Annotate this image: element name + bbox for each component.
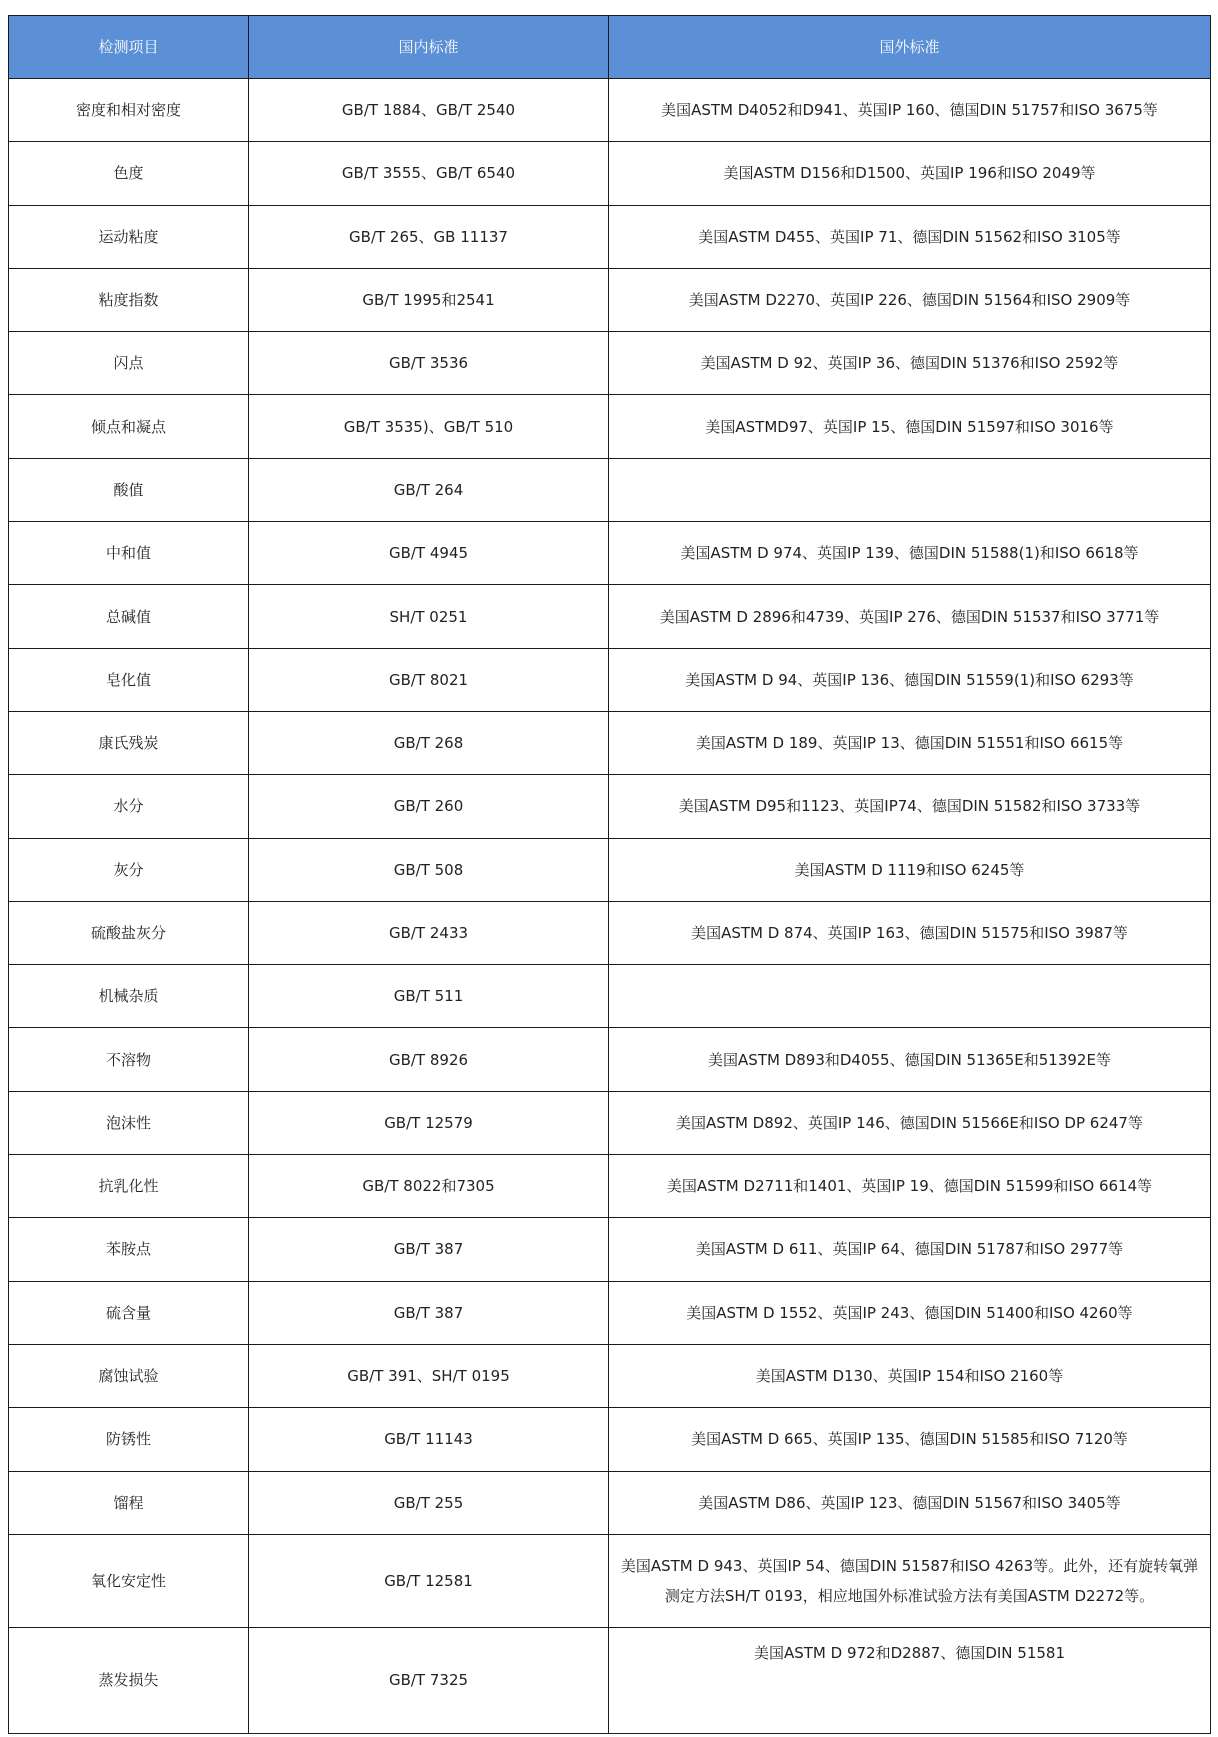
cell-domestic: GB/T 260: [249, 775, 609, 838]
cell-foreign: 美国ASTM D 1552、英国IP 243、德国DIN 51400和ISO 4260等: [609, 1281, 1211, 1344]
table-row: [9, 1344, 1211, 1407]
header-foreign: 国外标准: [609, 16, 1211, 79]
table-row: [9, 775, 1211, 838]
table-row: [9, 205, 1211, 268]
cell-item: 康氏残炭: [9, 711, 249, 774]
cell-item: 倾点和凝点: [9, 395, 249, 458]
cell-domestic: GB/T 387: [249, 1281, 609, 1344]
table-row: [9, 838, 1211, 901]
cell-foreign: 美国ASTM D893和D4055、德国DIN 51365E和51392E等: [609, 1028, 1211, 1091]
table-row: [9, 648, 1211, 711]
table-body: [9, 79, 1211, 1734]
cell-item: 氧化安定性: [9, 1534, 249, 1627]
cell-domestic: GB/T 3536: [249, 332, 609, 395]
table-row: [9, 1534, 1211, 1627]
cell-foreign: 美国ASTM D2711和1401、英国IP 19、德国DIN 51599和ISO 6614等: [609, 1155, 1211, 1218]
cell-foreign: 美国ASTM D892、英国IP 146、德国DIN 51566E和ISO DP 6247等: [609, 1091, 1211, 1154]
cell-domestic: GB/T 12579: [249, 1091, 609, 1154]
cell-domestic: GB/T 3555、GB/T 6540: [249, 142, 609, 205]
cell-domestic: GB/T 264: [249, 458, 609, 521]
cell-foreign: 美国ASTM D 943、英国IP 54、德国DIN 51587和ISO 4263等。此外，还有旋转氧弹测定方法SH/T 0193，相应地国外标准试验方法有美国ASTM D2272等。: [609, 1534, 1211, 1627]
cell-domestic: GB/T 508: [249, 838, 609, 901]
cell-item: 腐蚀试验: [9, 1344, 249, 1407]
cell-domestic: GB/T 391、SH/T 0195: [249, 1344, 609, 1407]
table-row: [9, 268, 1211, 331]
cell-item: 机械杂质: [9, 965, 249, 1028]
cell-item: 蒸发损失: [9, 1627, 249, 1733]
cell-domestic: GB/T 8926: [249, 1028, 609, 1091]
cell-domestic: GB/T 7325: [249, 1627, 609, 1733]
cell-foreign: 美国ASTM D455、英国IP 71、德国DIN 51562和ISO 3105等: [609, 205, 1211, 268]
table-row: [9, 1218, 1211, 1281]
cell-foreign: 美国ASTM D 611、英国IP 64、德国DIN 51787和ISO 2977等: [609, 1218, 1211, 1281]
cell-foreign: 美国ASTM D 94、英国IP 136、德国DIN 51559(1)和ISO 6293等: [609, 648, 1211, 711]
cell-item: 抗乳化性: [9, 1155, 249, 1218]
cell-item: 运动粘度: [9, 205, 249, 268]
cell-domestic: GB/T 387: [249, 1218, 609, 1281]
cell-foreign: 美国ASTM D 1119和ISO 6245等: [609, 838, 1211, 901]
cell-item: 密度和相对密度: [9, 79, 249, 142]
table-row: [9, 1281, 1211, 1344]
cell-domestic: GB/T 4945: [249, 522, 609, 585]
cell-domestic: GB/T 511: [249, 965, 609, 1028]
cell-domestic: GB/T 268: [249, 711, 609, 774]
table-row: [9, 332, 1211, 395]
cell-foreign: [609, 965, 1211, 1028]
cell-foreign: [609, 458, 1211, 521]
cell-item: 闪点: [9, 332, 249, 395]
cell-domestic: GB/T 2433: [249, 901, 609, 964]
table-row: [9, 522, 1211, 585]
header-row: [9, 16, 1211, 79]
table-row: [9, 142, 1211, 205]
cell-item: 酸值: [9, 458, 249, 521]
cell-item: 防锈性: [9, 1408, 249, 1471]
cell-item: 色度: [9, 142, 249, 205]
cell-domestic: GB/T 11143: [249, 1408, 609, 1471]
cell-domestic: GB/T 8021: [249, 648, 609, 711]
cell-domestic: GB/T 8022和7305: [249, 1155, 609, 1218]
cell-foreign: 美国ASTM D156和D1500、英国IP 196和ISO 2049等: [609, 142, 1211, 205]
cell-foreign: 美国ASTM D 974、英国IP 139、德国DIN 51588(1)和ISO 6618等: [609, 522, 1211, 585]
cell-item: 不溶物: [9, 1028, 249, 1091]
table-row: [9, 965, 1211, 1028]
table-row: [9, 79, 1211, 142]
table-row: [9, 1155, 1211, 1218]
cell-item: 泡沫性: [9, 1091, 249, 1154]
cell-foreign: 美国ASTMD97、英国IP 15、德国DIN 51597和ISO 3016等: [609, 395, 1211, 458]
cell-foreign: 美国ASTM D 2896和4739、英国IP 276、德国DIN 51537和ISO 3771等: [609, 585, 1211, 648]
table-row: [9, 901, 1211, 964]
cell-item: 硫酸盐灰分: [9, 901, 249, 964]
cell-domestic: GB/T 265、GB 11137: [249, 205, 609, 268]
table-row: [9, 1408, 1211, 1471]
table-row: [9, 711, 1211, 774]
cell-item: 中和值: [9, 522, 249, 585]
cell-domestic: GB/T 3535)、GB/T 510: [249, 395, 609, 458]
cell-item: 水分: [9, 775, 249, 838]
cell-item: 总碱值: [9, 585, 249, 648]
cell-item: 硫含量: [9, 1281, 249, 1344]
cell-foreign: 美国ASTM D 874、英国IP 163、德国DIN 51575和ISO 3987等: [609, 901, 1211, 964]
cell-domestic: GB/T 255: [249, 1471, 609, 1534]
table-row: [9, 1028, 1211, 1091]
cell-domestic: SH/T 0251: [249, 585, 609, 648]
cell-foreign: 美国ASTM D95和1123、英国IP74、德国DIN 51582和ISO 3733等: [609, 775, 1211, 838]
table-row: [9, 585, 1211, 648]
table-header: [9, 16, 1211, 79]
table-row: [9, 1091, 1211, 1154]
cell-domestic: GB/T 1995和2541: [249, 268, 609, 331]
cell-item: 苯胺点: [9, 1218, 249, 1281]
cell-foreign: 美国ASTM D4052和D941、英国IP 160、德国DIN 51757和ISO 3675等: [609, 79, 1211, 142]
standards-table: [8, 15, 1211, 1734]
table-row: [9, 395, 1211, 458]
cell-item: 馏程: [9, 1471, 249, 1534]
cell-foreign: 美国ASTM D 189、英国IP 13、德国DIN 51551和ISO 6615等: [609, 711, 1211, 774]
cell-domestic: GB/T 1884、GB/T 2540: [249, 79, 609, 142]
header-domestic: 国内标准: [249, 16, 609, 79]
header-item: 检测项目: [9, 16, 249, 79]
cell-foreign: 美国ASTM D 972和D2887、德国DIN 51581: [609, 1627, 1211, 1733]
table-row: [9, 1471, 1211, 1534]
table-row: [9, 1627, 1211, 1733]
cell-item: 灰分: [9, 838, 249, 901]
cell-domestic: GB/T 12581: [249, 1534, 609, 1627]
cell-foreign: 美国ASTM D2270、英国IP 226、德国DIN 51564和ISO 2909等: [609, 268, 1211, 331]
cell-foreign: 美国ASTM D 92、英国IP 36、德国DIN 51376和ISO 2592等: [609, 332, 1211, 395]
cell-foreign: 美国ASTM D130、英国IP 154和ISO 2160等: [609, 1344, 1211, 1407]
table-row: [9, 458, 1211, 521]
cell-foreign: 美国ASTM D86、英国IP 123、德国DIN 51567和ISO 3405等: [609, 1471, 1211, 1534]
cell-item: 皂化值: [9, 648, 249, 711]
cell-item: 粘度指数: [9, 268, 249, 331]
cell-foreign: 美国ASTM D 665、英国IP 135、德国DIN 51585和ISO 7120等: [609, 1408, 1211, 1471]
